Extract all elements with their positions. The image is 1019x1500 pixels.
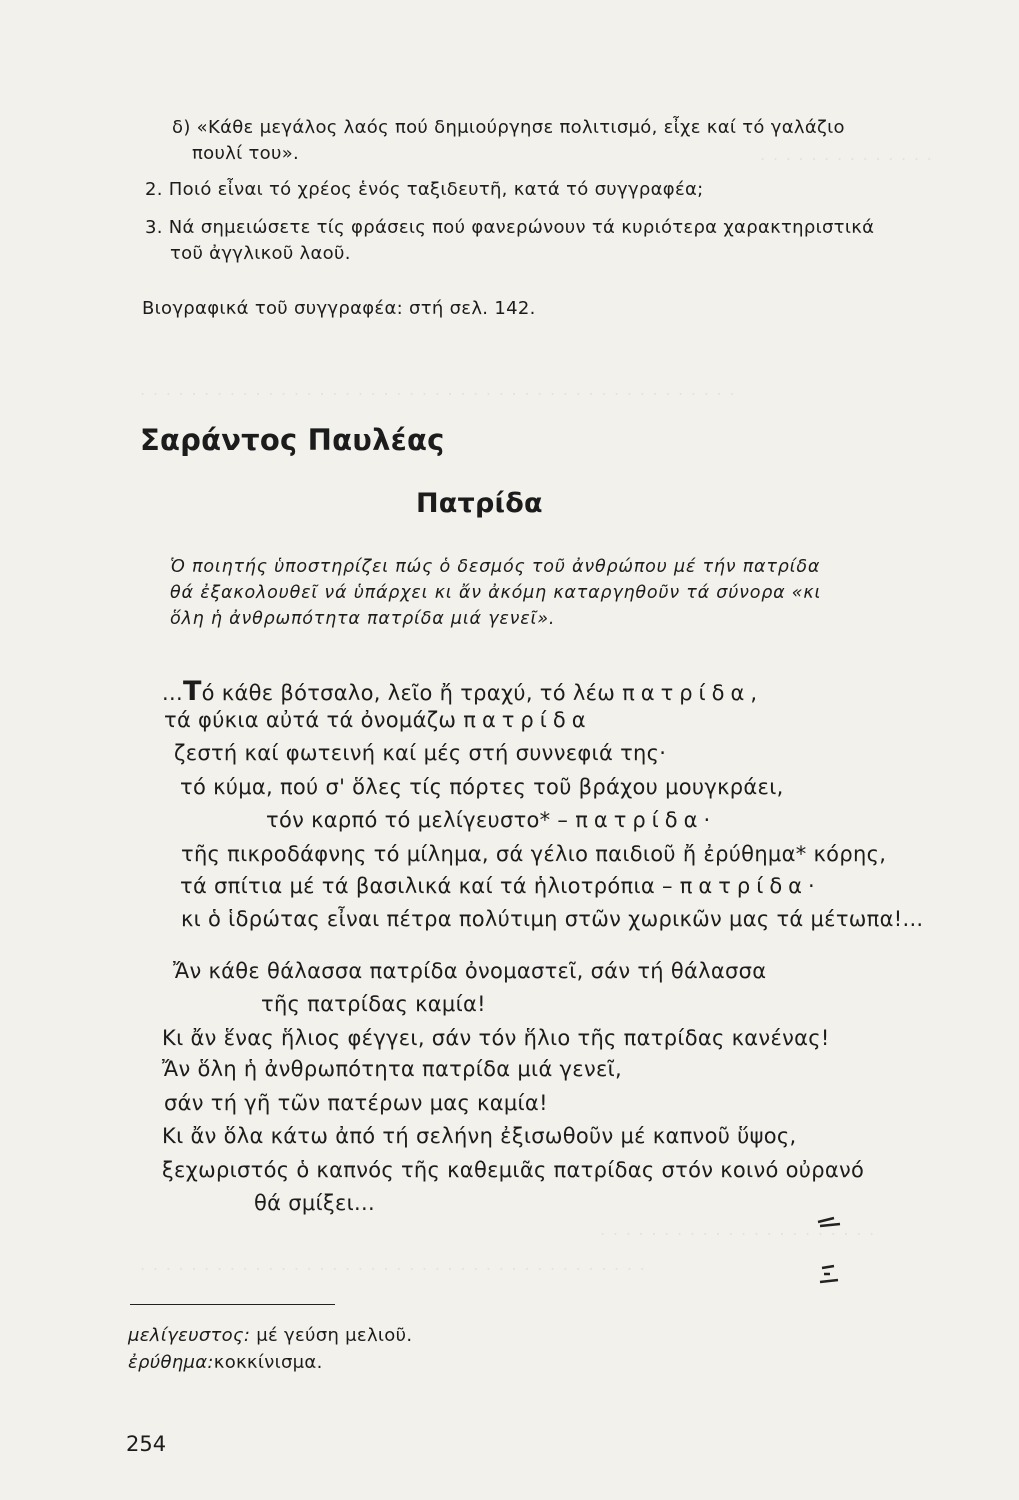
author-name: Σαράντος Παυλέας: [140, 423, 445, 457]
question-3-line1: 3. Νά σημειώσετε τίς φράσεις πού φανερώνουν τά κυριότερα χαρακτηριστικά: [145, 217, 875, 238]
verse-line: τῆς πατρίδας καμία!: [261, 992, 486, 1016]
poem-introduction: [170, 554, 930, 632]
intro-line: Ὁ ποιητής ὑποστηρίζει πώς ὁ δεσμός τοῦ ἀνθρώπου μέ τήν πατρίδα: [170, 557, 821, 577]
verse-line: σάν τή γῆ τῶν πατέρων μας καμία!: [164, 1091, 548, 1115]
footnote-rule: [130, 1304, 335, 1305]
question-d-line2: πουλί του».: [192, 143, 300, 164]
verse-line: ξεχωριστός ὁ καπνός τῆς καθεμιᾶς πατρίδας στόν κοινό οὐρανό: [162, 1158, 865, 1182]
verse-line: Κι ἄν ὅλα κάτω ἀπό τή σελήνη ἐξισωθοῦν μέ καπνοῦ ὕψος,: [162, 1124, 797, 1148]
verse-line: Κι ἄν ἕνας ἥλιος φέγγει, σάν τόν ἥλιο τῆς πατρίδας κανένας!: [162, 1026, 830, 1050]
verse-line: τά φύκια αὐτά τά ὀνομάζω πατρίδα: [164, 708, 592, 732]
book-page: · · · · · · · · · · · · · · · · · · · · · · · · · · · · · · · · · · · · · · · · · · · · · · · · · · · · · · · · · · · · · · · · · · · · · · · · · · · · · · · · · · · · · · · · · · · · · · · · · · · · · · · · · · · · · · · · · · · · · · · · · · · δ) «Κάθε μεγάλος λαός πού δημιούργησε πολιτισμό, εἶχε καί τό γαλάζιο πουλί του». 2. Ποιό εἶναι τό χρέος ἑνός ταξιδευτῆ, κατά τό συγγραφέα; 3. Νά σημειώσετε τίς φράσεις πού φανερώνουν τά κυριότερα χαρακτηριστικά τοῦ ἀγγλικοῦ λαοῦ. Βιογραφικά τοῦ συγγραφέα: στή σελ. 142. Σαράντος Παυλέας Πατρίδα Ὁ ποιητής ὑποστηρίζει πώς ὁ δεσμός τοῦ ἀνθρώπου μέ τήν πατρίδα θά ἐξακολουθεῖ νά ὑπάρχει κι ἄν ἀκόμη καταργηθοῦν τά σύνορα «κι ὅλη ἡ ἀνθρωπότητα πατρίδα μιά γενεῖ». ...Τό κάθε βότσαλο, λεῖο ἤ τραχύ, τό λέω πατρίδα, τά φύκια αὐτά τά ὀνομάζω πατρίδα ζεστή καί φωτεινή καί μές στή συννεφιά της· τό κύμα, πού σ' ὅλες τίς πόρτες τοῦ βράχου μουγκράει, τόν καρπό τό μελίγευστο* – πατρίδα· τῆς πικροδάφνης τό μίλημα, σά γέλιο παιδιοῦ ἤ ἐρύθημα* κόρης, τά σπίτια μέ τά βασιλικά καί τά ἡλιοτρόπια – πατρίδα· κι ὁ ἱδρώτας εἶναι πέτρα πολύτιμη στῶν χωρικῶν μας τά μέτωπα!... Ἄν κάθε θάλασσα πατρίδα ὀνομαστεῖ, σάν τή θάλασσα τῆς πατρίδας καμία! Κι ἄν ἕνας ἥλιος φέγγει, σάν τόν ἥλιο τῆς πατρίδας κανένας! Ἄν ὅλη ἡ ἀνθρωπότητα πατρίδα μιά γενεῖ, σάν τή γῆ τῶν πατέρων μας καμία! Κι ἄν ὅλα κάτω ἀπό τή σελήνη ἐξισωθοῦν μέ καπνοῦ ὕψος, ξεχωριστός ὁ καπνός τῆς καθεμιᾶς πατρίδας στόν κοινό οὐρανό θά σμίξει... μελίγευστος: μέ γεύση μελιοῦ. ἐρύθημα:κοκκίνισμα. 254: [126, 117, 933, 1456]
question-3-line2: τοῦ ἀγγλικοῦ λαοῦ.: [170, 243, 351, 264]
footnote-erythima: ἐρύθημα:κοκκίνισμα.: [128, 1352, 323, 1373]
intro-line: ὅλη ἡ ἀνθρωπότητα πατρίδα μιά γενεῖ».: [170, 609, 556, 629]
verse-line: Ἄν κάθε θάλασσα πατρίδα ὀνομαστεῖ, σάν τή θάλασσα: [173, 959, 767, 983]
intro-line: θά ἐξακολουθεῖ νά ὑπάρχει κι ἄν ἀκόμη καταργηθοῦν τά σύνορα «κι: [170, 583, 822, 603]
verse-line: τῆς πικροδάφνης τό μίλημα, σά γέλιο παιδιοῦ ἤ ἐρύθημα* κόρης,: [181, 842, 887, 866]
verse-line: κι ὁ ἱδρώτας εἶναι πέτρα πολύτιμη στῶν χωρικῶν μας τά μέτωπα!...: [181, 907, 924, 931]
poem-title: Πατρίδα: [416, 488, 543, 519]
verse-line: ...Τό κάθε βότσαλο, λεῖο ἤ τραχύ, τό λέω πατρίδα,: [162, 676, 764, 707]
footnote-melig: μελίγευστος: μέ γεύση μελιοῦ.: [128, 1325, 413, 1346]
verse-line: τά σπίτια μέ τά βασιλικά καί τά ἡλιοτρόπια – πατρίδα·: [180, 874, 821, 898]
verse-line: τό κύμα, πού σ' ὅλες τίς πόρτες τοῦ βράχου μουγκράει,: [180, 775, 784, 799]
verse-line: τόν καρπό τό μελίγευστο* – πατρίδα·: [266, 808, 717, 832]
question-2: 2. Ποιό εἶναι τό χρέος ἑνός ταξιδευτῆ, κατά τό συγγραφέα;: [145, 179, 704, 200]
ink-marks: [800, 1210, 860, 1300]
verse-line: θά σμίξει...: [254, 1191, 375, 1215]
question-d-line1: δ) «Κάθε μεγάλος λαός πού δημιούργησε πολιτισμό, εἶχε καί τό γαλάζιο: [172, 117, 845, 138]
author-bio-reference: Βιογραφικά τοῦ συγγραφέα: στή σελ. 142.: [142, 298, 536, 319]
verse-line: ζεστή καί φωτεινή καί μές στή συννεφιά της·: [174, 741, 667, 765]
verse-line: Ἄν ὅλη ἡ ἀνθρωπότητα πατρίδα μιά γενεῖ,: [162, 1057, 623, 1081]
page-number: 254: [126, 1432, 167, 1456]
